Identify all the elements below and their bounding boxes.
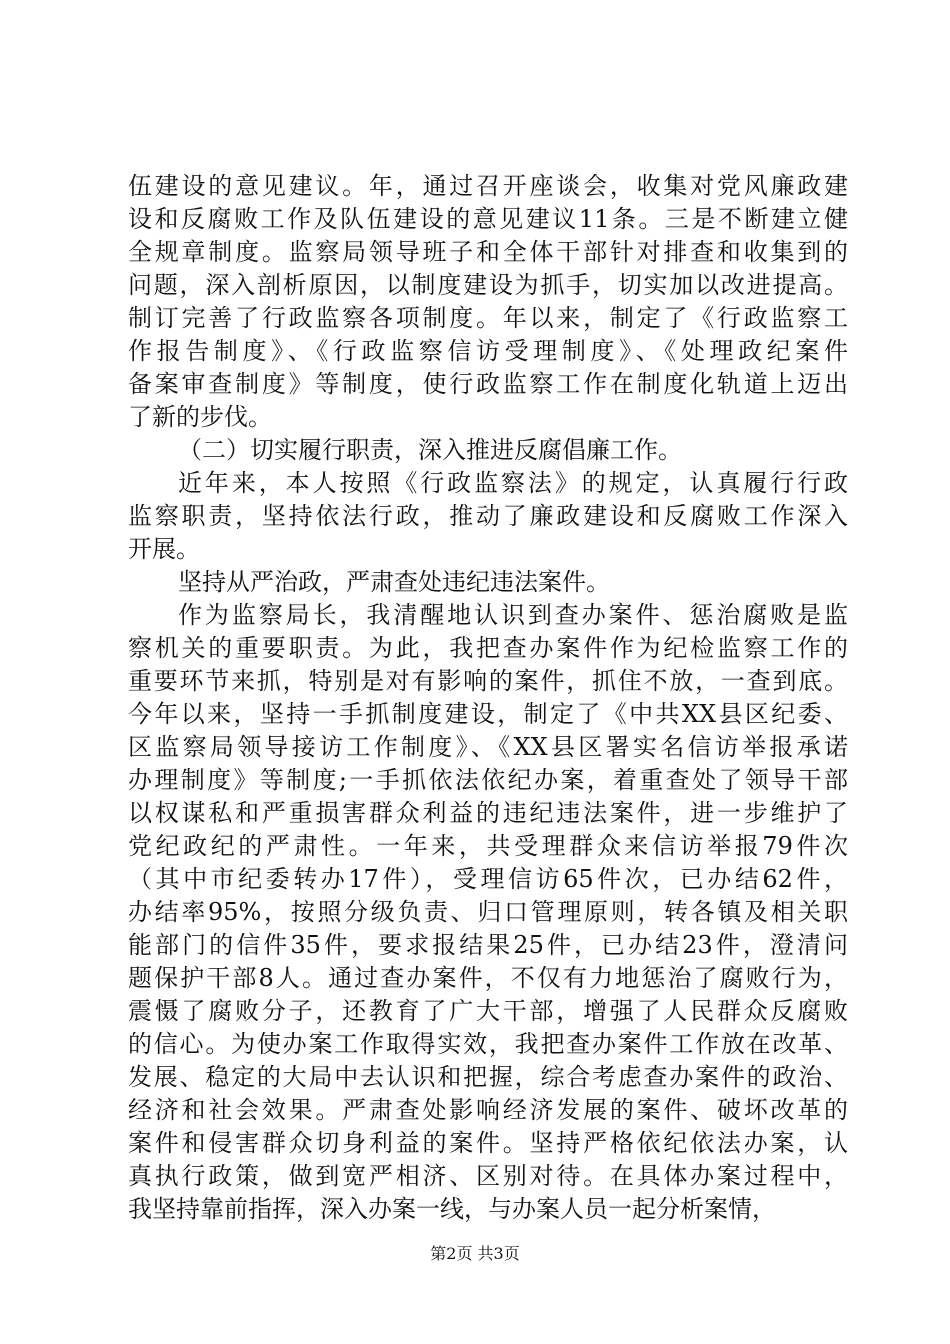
text-line: 了新的步伐。 bbox=[128, 403, 272, 431]
text-line: 伍建设的意见建议。年，通过召开座谈会，收集对党风廉政建 bbox=[128, 172, 848, 200]
text-line: 设和反腐败工作及队伍建设的意见建议11条。三是不断建立健 bbox=[128, 205, 848, 233]
text-line: 案件和侵害群众切身利益的案件。坚持严格依纪依法办案，认 bbox=[128, 1129, 848, 1157]
text-line: 发展、稳定的大局中去认识和把握，综合考虑查办案件的政治、 bbox=[128, 1063, 848, 1091]
text-line: 我坚持靠前指挥，深入办案一线，与办案人员一起分析案情， bbox=[128, 1195, 776, 1223]
paragraph bbox=[128, 434, 848, 467]
text-line: 监察职责，坚持依法行政，推动了廉政建设和反腐败工作深入 bbox=[128, 502, 848, 530]
text-line: 近年来，本人按照《行政监察法》的规定，认真履行行政 bbox=[178, 469, 848, 497]
paragraph bbox=[128, 566, 848, 599]
text-line: 开展。 bbox=[128, 535, 200, 563]
document-body bbox=[128, 170, 848, 1226]
text-line: 区监察局领导接访工作制度》、《XX县区署实名信访举报承诺 bbox=[128, 733, 848, 761]
text-line: 以权谋私和严重损害群众利益的违纪违法案件，进一步维护了 bbox=[128, 799, 848, 827]
text-line: 题保护干部8人。通过查办案件，不仅有力地惩治了腐败行为， bbox=[128, 964, 848, 992]
text-line: 作报告制度》、《行政监察信访受理制度》、《处理政纪案件 bbox=[128, 337, 848, 365]
text-line: 制订完善了行政监察各项制度。年以来，制定了《行政监察工 bbox=[128, 304, 848, 332]
page-footer: 第2页 共3页 bbox=[430, 1244, 520, 1263]
text-line: 经济和社会效果。严肃查处影响经济发展的案件、破坏改革的 bbox=[128, 1096, 848, 1124]
text-line: 作为监察局长，我清醒地认识到查办案件、惩治腐败是监 bbox=[178, 601, 848, 629]
text-line: （二）切实履行职责，深入推进反腐倡廉工作。 bbox=[178, 436, 682, 464]
text-line: 重要环节来抓，特别是对有影响的案件，抓住不放，一查到底。 bbox=[128, 667, 848, 695]
text-line: 震慑了腐败分子，还教育了广大干部，增强了人民群众反腐败 bbox=[128, 997, 848, 1025]
text-line: 办理制度》等制度;一手抓依法依纪办案，着重查处了领导干部 bbox=[128, 766, 848, 794]
text-line: 能部门的信件35件，要求报结果25件，已办结23件，澄清问 bbox=[128, 931, 848, 959]
text-line: 全规章制度。监察局领导班子和全体干部针对排查和收集到的 bbox=[128, 238, 848, 266]
text-line: 真执行政策，做到宽严相济、区别对待。在具体办案过程中， bbox=[128, 1162, 848, 1190]
text-line: （其中市纪委转办17件），受理信访65件次，已办结62件， bbox=[128, 865, 848, 893]
text-line: 今年以来，坚持一手抓制度建设，制定了《中共XX县区纪委、 bbox=[128, 700, 848, 728]
paragraph bbox=[128, 599, 848, 1226]
text-line: 备案审查制度》等制度，使行政监察工作在制度化轨道上迈出 bbox=[128, 370, 848, 398]
text-line: 察机关的重要职责。为此，我把查办案件作为纪检监察工作的 bbox=[128, 634, 848, 662]
text-line: 问题，深入剖析原因，以制度建设为抓手，切实加以改进提高。 bbox=[128, 271, 848, 299]
text-line: 的信心。为使办案工作取得实效，我把查办案件工作放在改革、 bbox=[128, 1030, 848, 1058]
paragraph bbox=[128, 467, 848, 566]
text-line: 坚持从严治政，严肃查处违纪违法案件。 bbox=[178, 568, 610, 596]
text-line: 党纪政纪的严肃性。一年来，共受理群众来信访举报79件次 bbox=[128, 832, 848, 860]
paragraph bbox=[128, 170, 848, 434]
text-line: 办结率95%，按照分级负责、归口管理原则，转各镇及相关职 bbox=[128, 898, 848, 926]
